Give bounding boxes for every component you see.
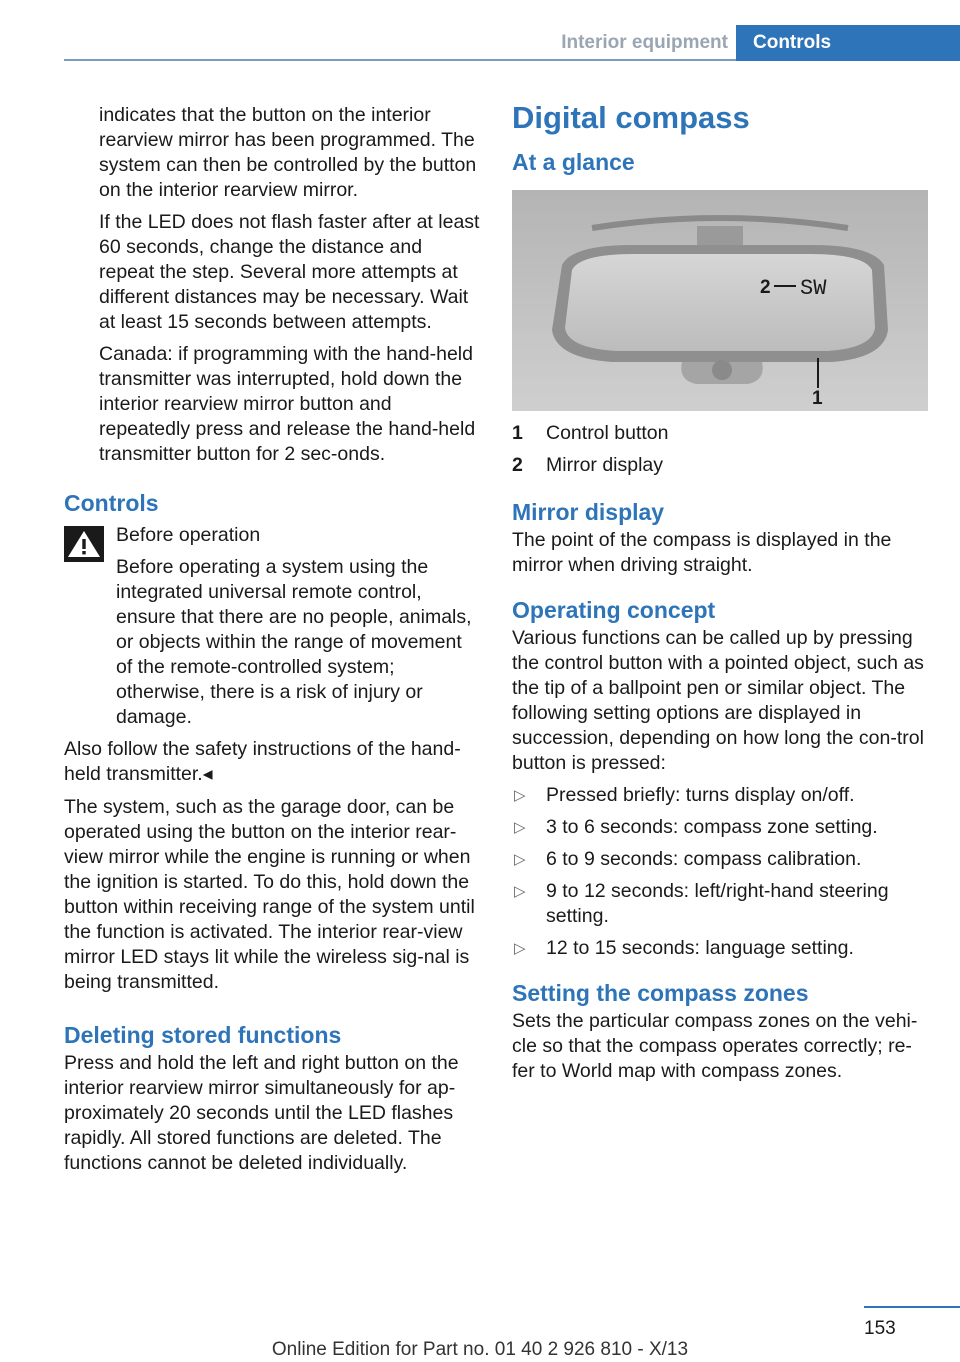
mirror-display-text: The point of the compass is displayed in the mirror when driving straight. <box>512 529 892 576</box>
glance-heading: At a glance <box>512 149 635 175</box>
list-item <box>512 815 928 840</box>
legend-number: 1 <box>512 422 523 444</box>
list-item <box>512 847 928 872</box>
list-item <box>512 783 928 808</box>
legend-text: Mirror display <box>546 454 664 476</box>
compass-zones-text: Sets the particular compass zones on the vehi-cle so that the compass operates correctly; re-fer to World map with compass zones. <box>512 1010 918 1082</box>
option-text: 6 to 9 seconds: compass calibration. <box>546 848 862 870</box>
legend-text: Control button <box>546 422 669 444</box>
option-text: Pressed briefly: turns display on/off. <box>546 784 855 806</box>
compass-display-text: SW <box>800 276 827 301</box>
list-item <box>512 879 928 929</box>
bullet-triangle-icon: ▷ <box>514 819 526 836</box>
page-number-rule <box>864 1306 960 1308</box>
figure-legend <box>512 421 928 478</box>
header-chapter-tab: Controls <box>736 25 960 61</box>
bullet-triangle-icon: ▷ <box>514 883 526 900</box>
legend-item <box>512 421 928 446</box>
intro-paragraph-1: indicates that the button on the interior rearview mirror has been programmed. The system can then be controlled by the button on the interior rearview mirror. <box>99 104 477 201</box>
settings-options-list <box>512 783 928 961</box>
rearview-mirror-illustration <box>512 190 928 411</box>
operating-concept-text: Various functions can be called up by pressing the control button with a pointed object, such as the tip of a ballpoint pen or similar object. The following setting options are displayed in succession, depending on how long the con-trol button is pressed: <box>512 627 924 774</box>
warning-block <box>64 523 480 730</box>
option-text: 12 to 15 seconds: language setting. <box>546 937 854 959</box>
legend-item <box>512 453 928 478</box>
option-text: 9 to 12 seconds: left/right-hand steering setting. <box>546 880 889 927</box>
warning-note: Also follow the safety instructions of the hand-held transmitter.◂ <box>64 738 461 785</box>
legend-number: 2 <box>512 454 523 476</box>
figure-label-2: 2 <box>760 277 771 298</box>
warning-text-body: Before operating a system using the integrated universal remote control, ensure that there are no people, animals, or objects within the range of movement of the remote-controlled system; otherwise, there is a risk of injury or damage. <box>116 556 472 728</box>
page-number: 153 <box>864 1318 896 1339</box>
compass-zones-heading: Setting the compass zones <box>512 980 809 1006</box>
operating-concept-heading: Operating concept <box>512 597 716 623</box>
intro-paragraph-2: If the LED does not flash faster after at least 60 seconds, change the distance and repeat the step. Several more attempts at different distances may be necessary. Wait at least 15 seconds between attempts. <box>99 211 480 333</box>
bullet-triangle-icon: ▷ <box>514 787 526 804</box>
intro-paragraph-3: Canada: if programming with the hand-held transmitter was interrupted, hold down the interior rearview mirror button and repeatedly press and release the hand-held transmitter button for 2 sec-onds. <box>99 343 476 465</box>
controls-heading: Controls <box>64 490 159 516</box>
bullet-triangle-icon: ▷ <box>514 851 526 868</box>
footer-edition: Online Edition for Part no. 01 40 2 926 810 - X/13 <box>271 1339 689 1360</box>
page-title: Digital compass <box>512 100 750 135</box>
right-column <box>512 100 928 1091</box>
mirror-figure <box>512 190 928 411</box>
bullet-triangle-icon: ▷ <box>514 940 526 957</box>
mirror-display-heading: Mirror display <box>512 499 665 525</box>
figure-label-1: 1 <box>812 388 823 409</box>
controls-text: The system, such as the garage door, can be operated using the button on the interior rear-view mirror while the engine is running or when the ignition is started. To do this, hold down the button within receiving range of the system until the function is activated. The interior rear-view mirror LED stays lit while the wireless sig-nal is being transmitted. <box>64 796 475 993</box>
deleting-heading: Deleting stored functions <box>64 1022 342 1048</box>
warning-title: Before operation <box>116 524 261 546</box>
header-section-label: Interior equipment <box>561 32 728 53</box>
option-text: 3 to 6 seconds: compass zone setting. <box>546 816 878 838</box>
left-column <box>64 103 480 1183</box>
deleting-text: Press and hold the left and right button on the interior rearview mirror simultaneously for ap-proximately 20 seconds until the LED flashes rapidly. All stored functions are deleted. The functions cannot be deleted individually. <box>64 1052 459 1174</box>
warning-triangle-icon <box>64 526 104 562</box>
warning-text <box>116 555 480 730</box>
list-item <box>512 936 928 961</box>
